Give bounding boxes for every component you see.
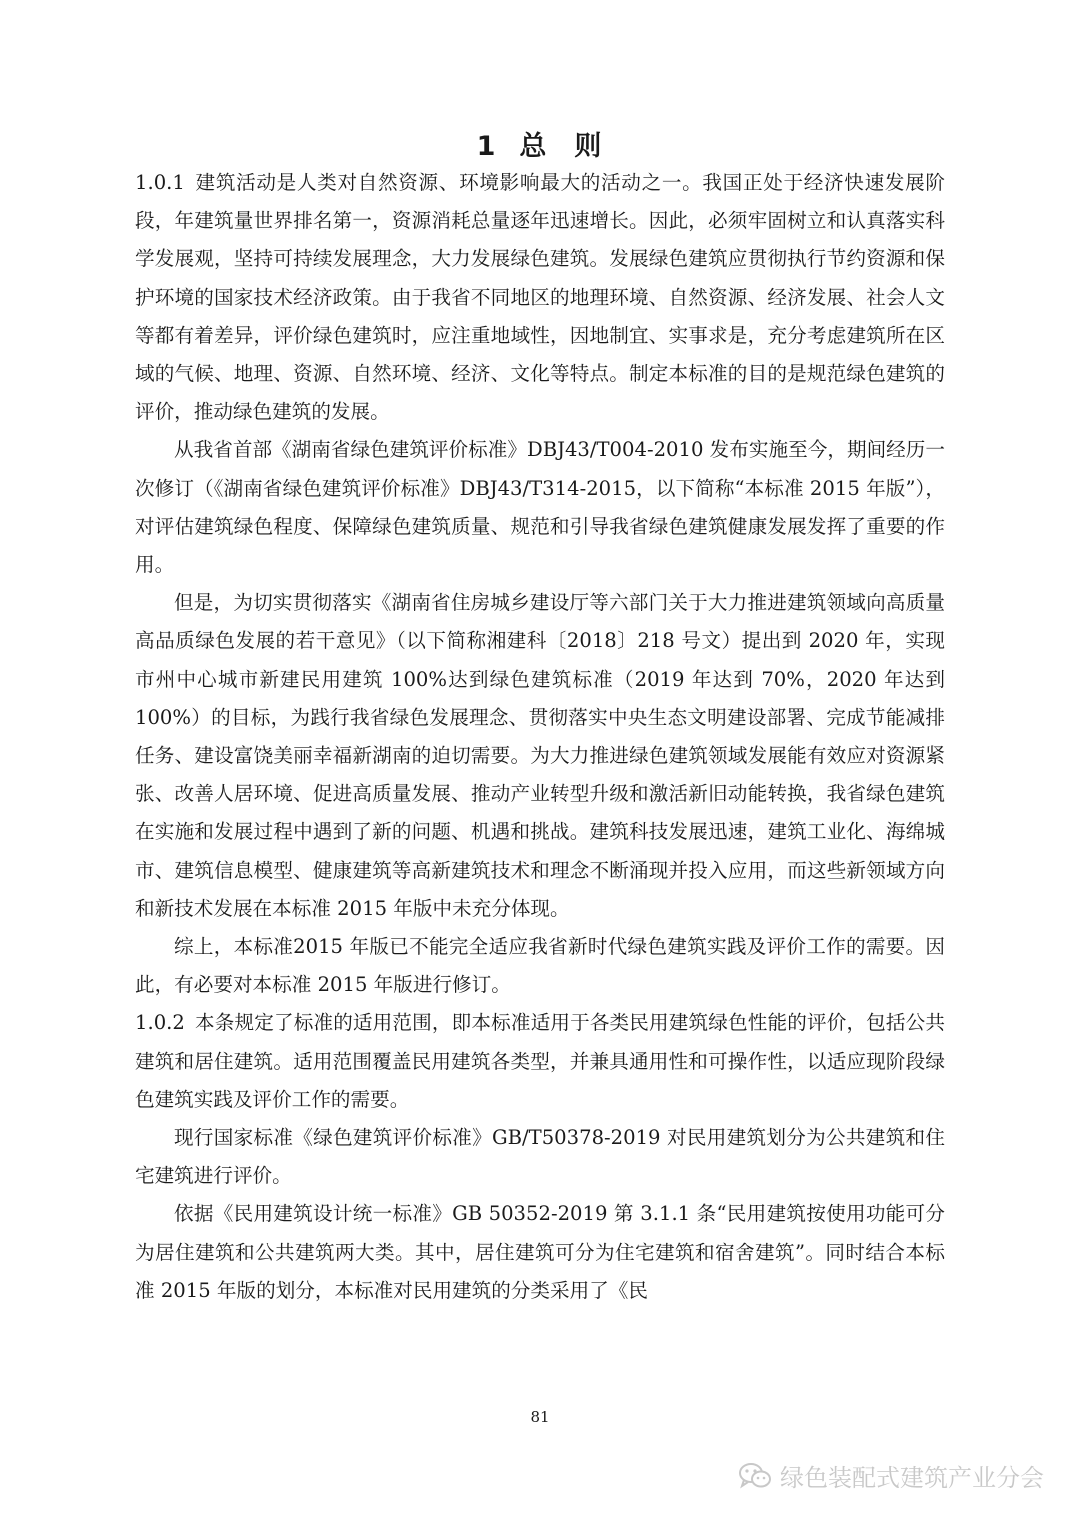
clause-number: 1.0.2 (135, 1011, 185, 1035)
clause-number: 1.0.1 (135, 171, 185, 194)
body-text (135, 164, 945, 1310)
paragraph-text: 建筑活动是人类对自然资源、环境影响最大的活动之一。我国正处于经济快速发展阶段，年建筑量世界排名第一，资源消耗总量逐年迅速增长。因此，必须牢固树立和认真落实科学发展观，坚持可持续发展理念，大力发展绿色建筑。发展绿色建筑应贯彻执行节约资源和保护环境的国家技术经济政策。由于我省不同地区的地理环境、自然资源、经济发展、社会人文等都有着差异，评价绿色建筑时，应注重地域性，因地制宜、实事求是，充分考虑建筑所在区域的气候、地理、资源、自然环境、经济、文化等特点。制定本标准的目的是规范绿色建筑的评价，推动绿色建筑的发展。 (135, 171, 945, 424)
watermark (738, 1458, 1044, 1493)
page-number: 81 (530, 1408, 550, 1426)
paragraph-text: 但是，为切实贯彻落实《湖南省住房城乡建设厅等六部门关于大力推进建筑领域向高质量高品质绿色发展的若干意见》（以下简称湘建科〔2018〕218 号文）提出到 2020 年，实现市州中心城市新建民用建筑 100%达到绿色建筑标准（2019 年达到 70%，2020 年达到 100%）的目标，为践行我省绿色发展理念、贯彻落实中央生态文明建设部署、完成节能减排任务、建设富饶美丽幸福新湖南的迫切需要。为大力推进绿色建筑领域发展能有效应对资源紧张、改善人居环境、促进高质量发展、推动产业转型升级和激活新旧动能转换，我省绿色建筑在实施和发展过程中遇到了新的问题、机遇和挑战。建筑科技发展迅速，建筑工业化、海绵城市、建筑信息模型、健康建筑等高新建筑技术和理念不断涌现并投入应用，而这些新领域方向和新技术发展在本标准 2015 年版中未充分体现。 (135, 591, 945, 920)
paragraph (135, 928, 945, 1004)
paragraph-text: 综上，本标准2015 年版已不能完全适应我省新时代绿色建筑实践及评价工作的需要。因此，有必要对本标准 2015 年版进行修订。 (135, 935, 945, 997)
paragraph (135, 431, 945, 584)
clause-1-0-1 (135, 164, 945, 431)
paragraph-text: 现行国家标准《绿色建筑评价标准》GB/T50378-2019 对民用建筑划分为公共建筑和住宅建筑进行评价。 (135, 1126, 945, 1188)
chapter-title-char: 总 (519, 131, 549, 162)
chapter-title-char: 则 (574, 131, 604, 162)
paragraph (135, 1119, 945, 1195)
paragraph-text: 从我省首部《湖南省绿色建筑评价标准》DBJ43/T004-2010 发布实施至今，期间经历一次修订（《湖南省绿色建筑评价标准》DBJ43/T314-2015，以下简称“本标准 2015 年版”），对评估建筑绿色程度、保障绿色建筑质量、规范和引导我省绿色建筑健康发展发挥了重要的作用。 (135, 438, 945, 577)
paragraph-text: 本条规定了标准的适用范围，即本标准适用于各类民用建筑绿色性能的评价，包括公共建筑和居住建筑。适用范围覆盖民用建筑各类型，并兼具通用性和可操作性，以适应现阶段绿色建筑实践及评价工作的需要。 (135, 1011, 945, 1111)
clause-1-0-2 (135, 1004, 945, 1119)
paragraph (135, 1195, 945, 1310)
paragraph (135, 584, 945, 928)
chapter-number: 1 (476, 131, 498, 162)
paragraph-text: 依据《民用建筑设计统一标准》GB 50352-2019 第 3.1.1 条“民用建筑按使用功能可分为居住建筑和公共建筑两大类。其中，居住建筑可分为住宅建筑和宿舍建筑”。同时结合本标准 2015 年版的划分，本标准对民用建筑的分类采用了《民 (135, 1202, 945, 1302)
document-page (135, 0, 945, 1526)
watermark-text: 绿色装配式建筑产业分会 (780, 1464, 1044, 1492)
wechat-icon (738, 1461, 772, 1491)
chapter-title (135, 124, 945, 163)
